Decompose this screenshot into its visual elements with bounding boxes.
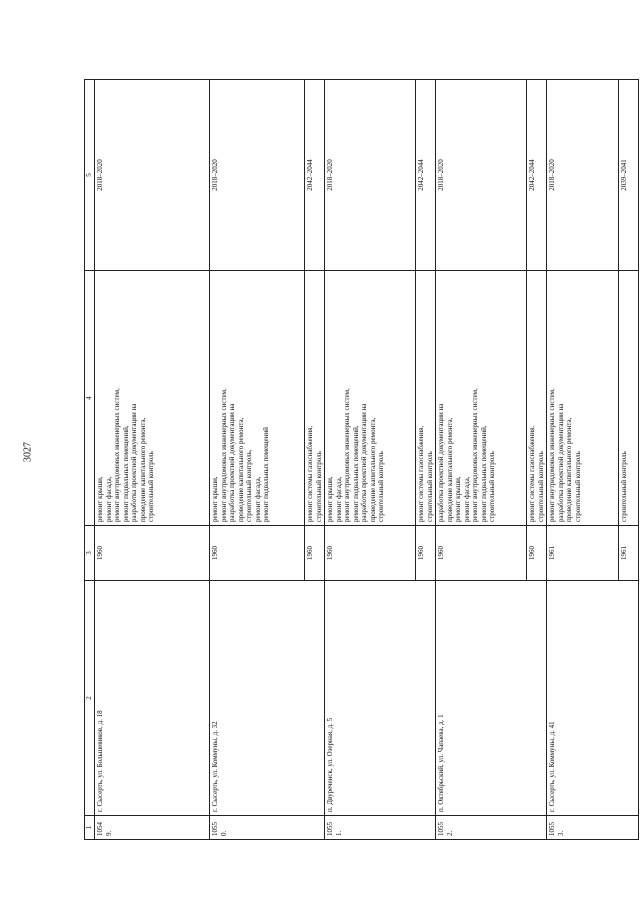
work-item: ремонт внутридомовых инженерных систем, xyxy=(471,388,479,522)
year-cell: 1960 xyxy=(416,526,436,581)
work-item: строительный контроль xyxy=(620,451,628,522)
work-item: ремонт системы газоснабжения, xyxy=(417,425,425,522)
work-item: строительный контроль xyxy=(536,451,545,522)
work-item: ремонт фасада, xyxy=(334,476,343,522)
header-cell: 3 xyxy=(85,526,95,581)
year-cell: 1961 xyxy=(547,526,619,581)
table-row xyxy=(210,80,305,840)
year-cell: 1960 xyxy=(325,526,416,581)
period-cell: 2018–2020 xyxy=(325,80,416,271)
work-item: ремонт фасада, xyxy=(104,476,113,522)
row-number-cell: 10552. xyxy=(436,816,547,840)
row-number-cell: 10549. xyxy=(95,816,210,840)
table-row xyxy=(547,80,619,840)
work-item: ремонт внутридомовых инженерных систем, xyxy=(113,388,121,522)
period-cell: 2018–2020 xyxy=(95,80,210,271)
header-cell: 1 xyxy=(85,816,95,840)
work-item: ремонт внутридомовых инженерных систем, xyxy=(343,388,351,522)
repair-schedule-table xyxy=(84,79,639,840)
work-item: строительный контроль xyxy=(147,451,155,522)
address-cell: г. Сысерть, ул. Большевиков, д. 18 xyxy=(95,581,210,816)
work-item: ремонт крыши, xyxy=(454,476,462,522)
period-cell: 2042–2044 xyxy=(305,80,325,271)
work-item: проведение капитального ремонта, xyxy=(236,417,245,522)
rotated-table-container xyxy=(84,80,628,840)
period-cell: 2018–2020 xyxy=(547,80,619,271)
period-cell: 2042–2044 xyxy=(527,80,547,271)
row-number-cell: 10550. xyxy=(210,816,325,840)
works-cell xyxy=(95,271,210,526)
work-item: разработка проектной документации на xyxy=(437,403,445,522)
works-cell xyxy=(619,271,639,526)
year-cell: 1960 xyxy=(527,526,547,581)
work-item: ремонт подвальных помещений, xyxy=(479,425,488,522)
header-row xyxy=(85,80,95,840)
works-cell xyxy=(305,271,325,526)
works-cell xyxy=(210,271,305,526)
work-item: проведение капитального ремонта, xyxy=(368,417,377,522)
works-cell xyxy=(436,271,527,526)
header-cell: 2 xyxy=(85,581,95,816)
work-item: строительный контроль, xyxy=(245,449,253,522)
period-cell: 2018–2020 xyxy=(436,80,527,271)
work-item: ремонт фасада, xyxy=(462,476,471,522)
work-item: разработка проектной документации на xyxy=(228,403,236,522)
work-item: разработка проектной документации на xyxy=(360,403,368,522)
work-item: ремонт подвальных помещений, xyxy=(351,425,360,522)
work-item: ремонт крыши, xyxy=(96,476,104,522)
row-number-cell: 10553. xyxy=(547,816,639,840)
address-cell: п. Двуреченск, ул. Озерная, д. 5 xyxy=(325,581,436,816)
period-cell: 2039–2041 xyxy=(619,80,639,271)
work-item: ремонт внутридомовых инженерных систем, xyxy=(219,388,228,522)
work-item: строительный контроль xyxy=(314,451,323,522)
year-cell: 1960 xyxy=(95,526,210,581)
table-row xyxy=(436,80,527,840)
work-item: строительный контроль xyxy=(488,451,496,522)
page-number: 3027 xyxy=(22,442,34,462)
address-cell: г. Сысерть, ул. Коммуны, д. 41 xyxy=(547,581,639,816)
work-item: ремонт внутридомовых инженерных систем, xyxy=(548,388,556,522)
address-cell: п. Октябрьский, ул. Чапаева, д. 1 xyxy=(436,581,547,816)
address-cell: г. Сысерть, ул. Коммуны, д. 32 xyxy=(210,581,325,816)
work-item: ремонт системы газоснабжения, xyxy=(528,425,536,522)
works-cell xyxy=(527,271,547,526)
work-item: ремонт крыши, xyxy=(326,476,334,522)
work-item: проведение капитального ремонта, xyxy=(445,417,454,522)
header-cell: 4 xyxy=(85,271,95,526)
year-cell: 1961 xyxy=(619,526,639,581)
work-item: разработка проектной документации на xyxy=(130,403,138,522)
work-item: ремонт подвальных помещений xyxy=(262,427,270,522)
table-row xyxy=(325,80,416,840)
year-cell: 1960 xyxy=(210,526,305,581)
works-cell xyxy=(547,271,619,526)
works-cell xyxy=(325,271,416,526)
works-cell xyxy=(416,271,436,526)
work-item: ремонт крыши, xyxy=(211,476,219,522)
row-number-cell: 10551. xyxy=(325,816,436,840)
table-row xyxy=(95,80,210,840)
period-cell: 2042–2044 xyxy=(416,80,436,271)
work-item: ремонт фасада, xyxy=(253,476,262,522)
header-cell: 5 xyxy=(85,80,95,271)
work-item: строительный контроль xyxy=(425,451,434,522)
table-body xyxy=(95,80,639,840)
year-cell: 1960 xyxy=(436,526,527,581)
work-item: проведение капитального ремонта, xyxy=(138,417,147,522)
work-item: ремонт системы газоснабжения, xyxy=(306,425,314,522)
year-cell: 1960 xyxy=(305,526,325,581)
period-cell: 2018–2020 xyxy=(210,80,305,271)
work-item: ремонт подвальных помещений, xyxy=(121,425,130,522)
work-item: строительный контроль xyxy=(573,451,582,522)
work-item: разработка проектной документации на xyxy=(556,403,565,522)
work-item: проведение капитального ремонта, xyxy=(565,417,573,522)
work-item: строительный контроль xyxy=(377,451,385,522)
